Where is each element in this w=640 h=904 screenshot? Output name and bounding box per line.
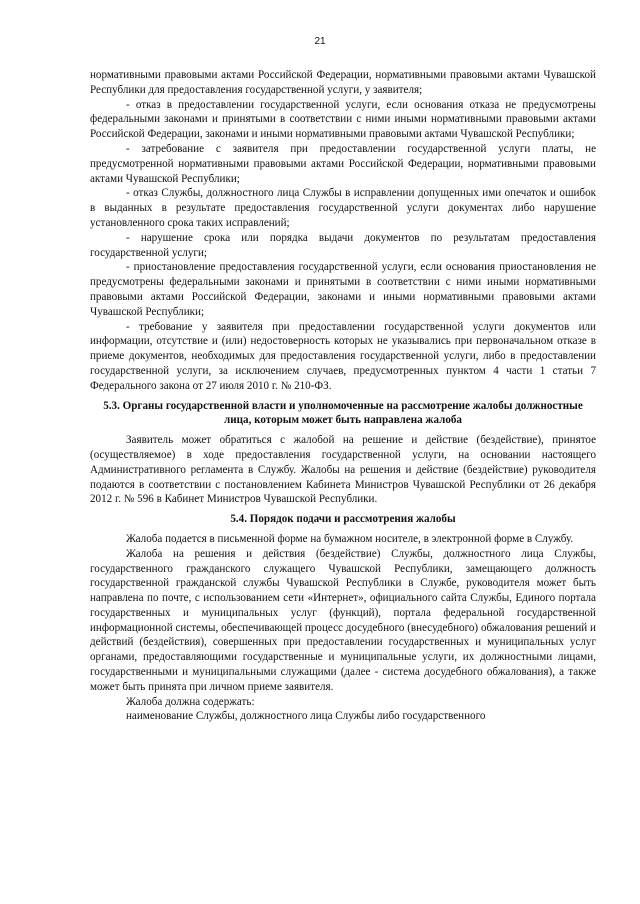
paragraph: нормативными правовыми актами Российской Федерации, нормативными правовыми актами Чувашской Республики для предоставления государственной услуги, у заявителя; — [90, 69, 596, 96]
list-item: - отказ в предоставлении государственной услуги, если основания отказа не предусмотрены федеральными законами и принятыми в соответствии с ними иными нормативными правовыми актами Российской Федерации, законами и иными нормативными правовыми актами Чувашской Республики; — [90, 98, 596, 141]
section-heading: 5.3. Органы государственной власти и уполномоченные на рассмотрение жалобы должностные лица, которым может быть направлена жалоба — [103, 399, 583, 427]
page-number: 21 — [314, 36, 326, 47]
list-item: - отказ Службы, должностного лица Службы в исправлении допущенных ими опечаток и ошибок в выданных в результате предоставления государственной услуги документах либо нарушение установленного срока таких исправлений; — [90, 187, 596, 229]
list-item: - требование у заявителя при предоставлении государственной услуги документов или информации, отсутствие и (или) недостоверность которых не указывались при первоначальном отказе в приеме документов, необходимых для предоставления государственной услуги, либо в предоставлении государственной услуги, за исключением случаев, предусмотренных пунктом 4 части 1 статьи 7 Федерального закона от 27 июля 2010 г. № 210-ФЗ. — [90, 320, 596, 392]
paragraph: Жалоба должна содержать: — [126, 695, 255, 708]
list-item: - затребование с заявителя при предоставлении государственной услуги платы, не предусмотренной нормативными правовыми актами Российской Федерации, нормативными правовыми актами Чувашской Республики; — [90, 142, 596, 185]
paragraph: наименование Службы, должностного лица Службы либо государственного — [126, 710, 486, 723]
document-body — [90, 68, 596, 724]
list-item: - нарушение срока или порядка выдачи документов по результатам предоставления государственной услуги; — [90, 231, 596, 259]
paragraph: Заявитель может обратиться с жалобой на решение и действие (бездействие), принятое (осуществляемое) в ходе предоставления государственной услуги, на основании настоящего Административного регламента в Службу. Жалобы на решения и действие (бездействие) руководителя подаются в соответствии с постановлением Кабинета Министров Чувашской Республики от 26 декабря 2012 г. № 596 в Кабинет Министров Чувашской Республики. — [90, 434, 596, 506]
list-item: - приостановление предоставления государственной услуги, если основания приостановления не предусмотрены федеральными законами и принятыми в соответствии с ними иными нормативными правовыми актами Российской Федерации, законами и иными нормативными правовыми актами Чувашской Республики; — [90, 261, 596, 318]
paragraph: Жалоба подается в письменной форме на бумажном носителе, в электронной форме в Службу. — [126, 532, 574, 545]
section-heading: 5.4. Порядок подачи и рассмотрения жалобы — [230, 513, 456, 526]
paragraph: Жалоба на решения и действия (бездействие) Службы, должностного лица Службы, государственного гражданского служащего Чувашской Республики, замещающего должность государственной гражданской службы Чувашской Республики в Службе, руководителя может быть направлена по почте, с использованием сети «Интернет», официального сайта Службы, Единого портала государственных и муниципальных услуг (функций), портала федеральной государственной информационной системы, обеспечивающей процесс досудебного (внесудебного) обжалования решений и действий (бездействия), совершенных при предоставлении государственных и муниципальных услуг органами, предоставляющими государственные и муниципальные услуги, их должностными лицами, государственными и муниципальными служащими (далее - система досудебного обжалования), а также может быть принята при личном приеме заявителя. — [90, 547, 596, 693]
